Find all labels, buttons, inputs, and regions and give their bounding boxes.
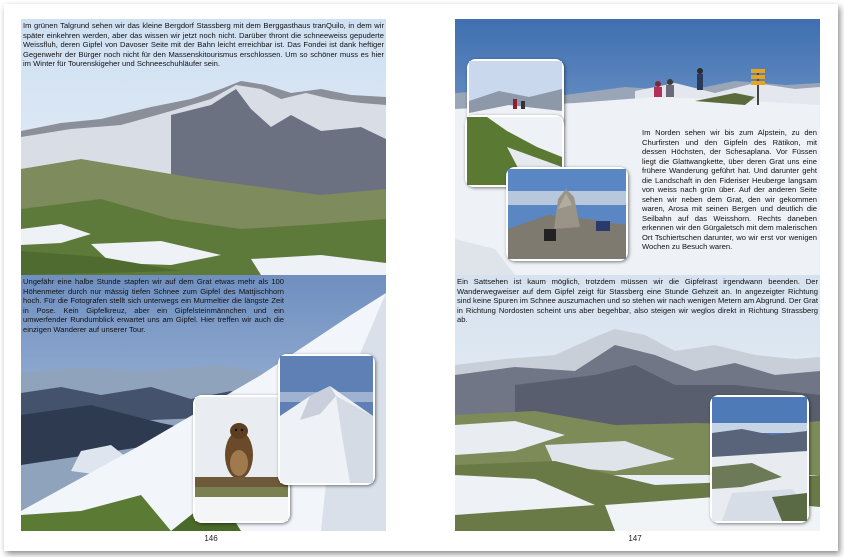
right-paragraph-1: Im Norden sehen wir bis zum Alpstein, zu den Churfirsten und den Gipfeln des Rätikon, mit dessen Höchsten, der Schesaplana. Vor Füssen liegt die Glattwangkette, über deren Grat uns eine frühere Wanderung geführt hat. Und darunter geht die Landschaft in den Fideriser Heuberge langsam von weiss nach grün über. Auf der anderen Seite sehen wir neben dem Grat, den wir gekommen waren, Arosa mit seinen Bergen und deutlich die Seilbahn auf das Weisshorn. Rechts daneben erkennen wir den Gürgaletsch mit dem malerischen Ort Tschiertschen darunter, wo wir erst vor wenigen Wochen zu Besuch waren. — [642, 128, 817, 251]
right-paragraph-2: Ein Sattsehen ist kaum möglich, trotzdem müssen wir die Gipfelrast irgendwann beenden. Der Wanderwegweiser auf dem Gipfel zeigt für Stassberg eine Stunde Gehzeit an. In angezeigter Richtung sind keine Spuren im Schnee auszumachen und so stehen wir nach wenigen Metern am Abgrund. Der Grat in Richtung Nordosten scheint uns aber begehbar, also steigen wir weglos direkt in Richtung Strassberg ab. — [457, 277, 818, 324]
inset-photo-marmot — [193, 395, 290, 523]
left-paragraph-1: Im grünen Talgrund sehen wir das kleine Bergdorf Stassberg mit dem Berggasthaus tranQuilo, in dem wir später einkehren werden, aber das wissen wir jetzt noch nicht. Darüber thront die schneeweiss gepuderte Weissfluh, deren Gipfel von Davoser Seite mit der Bahn leicht erreichbar ist. Das Fondei ist dank heftiger Gegenwehr der Bürger noch nicht für den Massenskitourismus erschlossen. Um so schöner muss es hier im Winter für Tourenskigeher und Schneeschuhläufer sein. — [23, 21, 384, 68]
left-page — [21, 19, 386, 543]
inset-photo-steinmann — [506, 167, 628, 261]
left-page-number: 146 — [204, 534, 218, 543]
inset-photo-valley-view — [710, 395, 809, 523]
inset-photo-snow-ridge — [278, 354, 375, 485]
right-page-number: 147 — [628, 534, 642, 543]
right-page — [455, 19, 820, 543]
left-paragraph-2: Ungefähr eine halbe Stunde stapfen wir auf dem Grat etwas mehr als 100 Höhenmeter durch nur mässig tiefen Schnee zum Gipfel des Mattjischhorn hoch. Für die Fotografen stellt sich unterwegs ein Murmeltier die längste Zeit in Pose. Kein Gipfelkreuz, aber ein Gipfelsteinmännchen und ein umwerfender Rundumblick erwartet uns am Gipfel. Hier treffen wir auch die einzigen Wanderer auf unserer Tour. — [23, 277, 284, 334]
